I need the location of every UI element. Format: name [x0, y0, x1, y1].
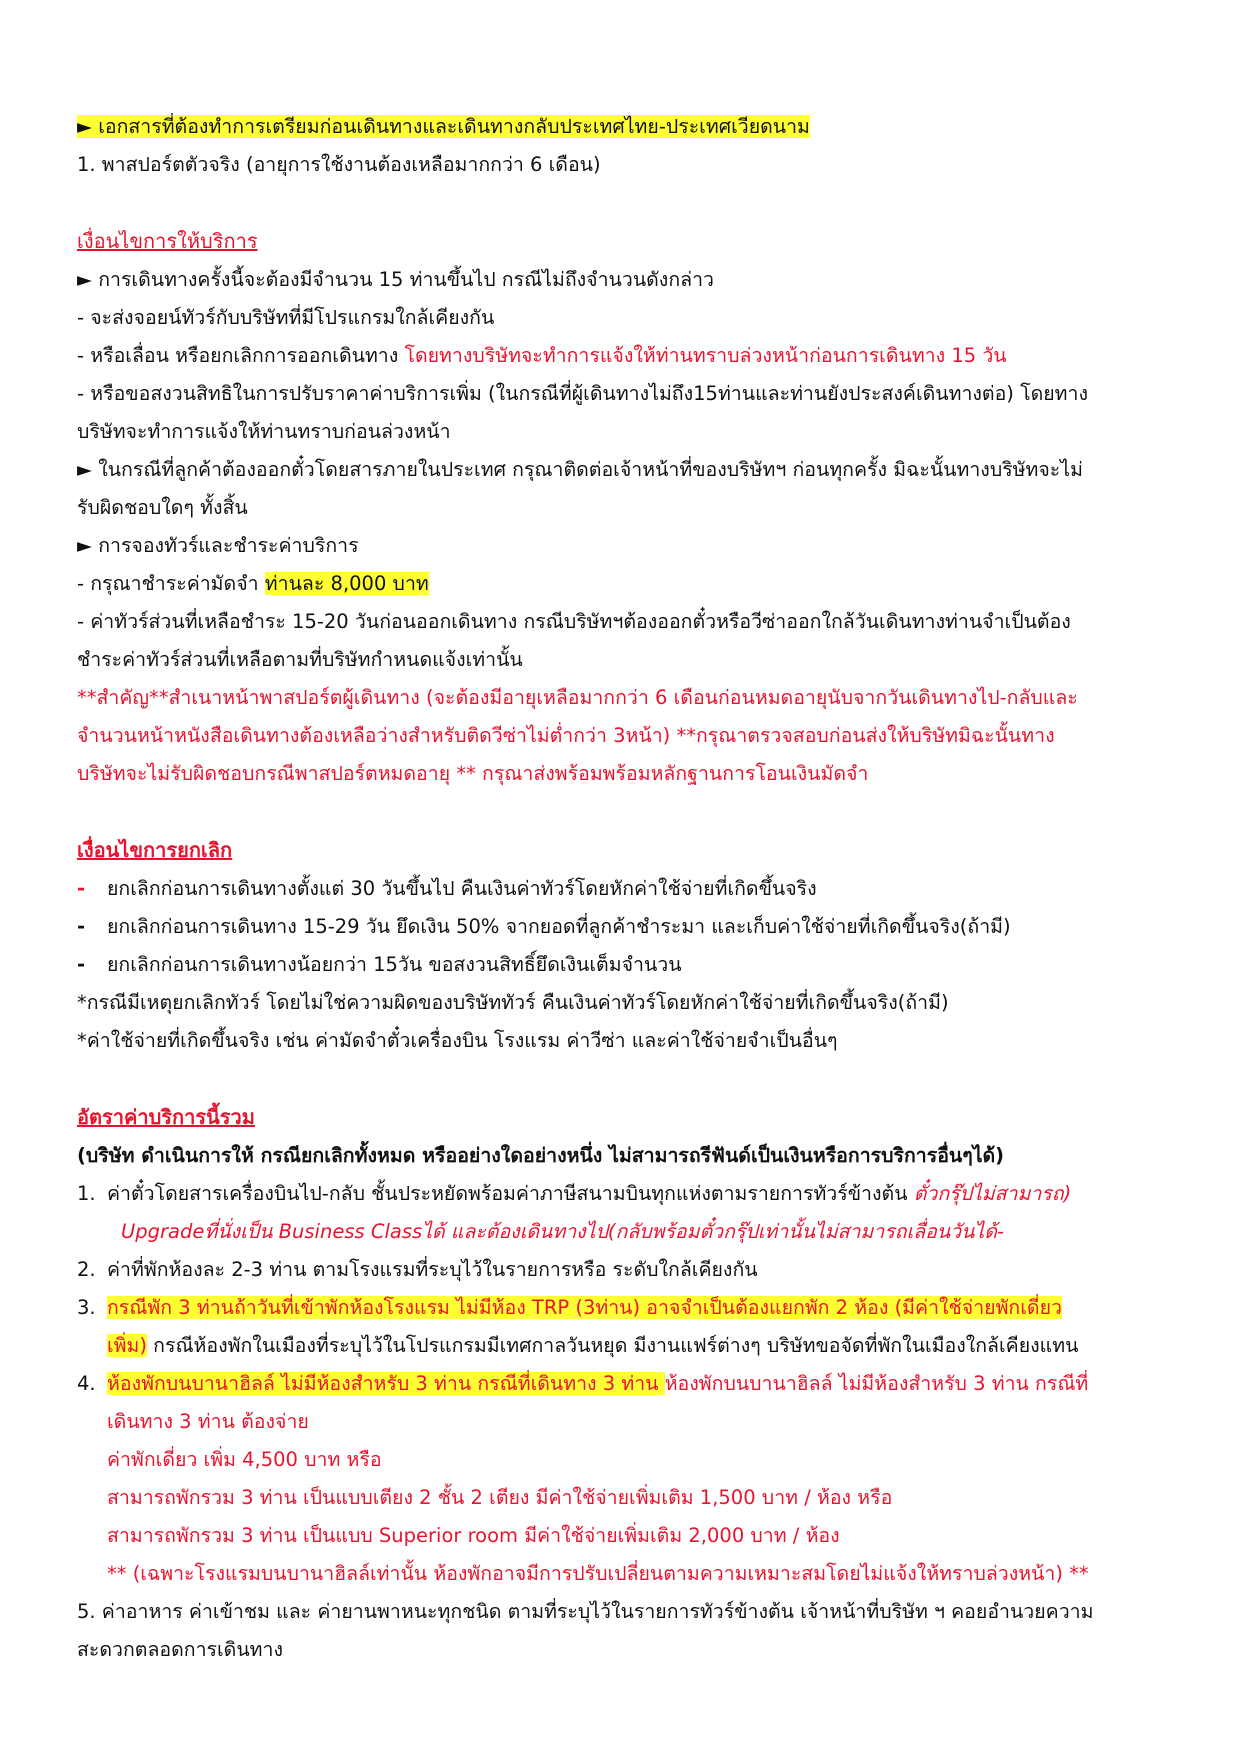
important-note-line: จำนวนหน้าหนังสือเดินทางต้องเหลือว่างสำหรับติดวีซ่าไม่ต่ำกว่า 3หน้า) **กรุณาตรวจสอบก่อนส่งให้บริษัทมิฉะนั้นทาง	[77, 724, 1055, 747]
service-terms-line	[77, 565, 1137, 603]
service-terms-line: ► ในกรณีที่ลูกค้าต้องออกตั๋วโดยสารภายในประเทศ กรุณาติดต่อเจ้าหน้าที่ของบริษัทฯ ก่อนทุกครั้ง มิฉะนั้นทางบริษัทจะไม่	[77, 458, 1083, 481]
included-item-4-cont: ** (เฉพาะโรงแรมบนบานาฮิลล์เท่านั้น ห้องพักอาจมีการปรับเปลี่ยนตามความเหมาะสมโดยไม่แจ้งให้ทราบล่วงหน้า) **	[107, 1562, 1089, 1585]
important-note-line: **สำคัญ**สำเนาหน้าพาสปอร์ตผู้เดินทาง (จะต้องมีอายุเหลือมากกว่า 6 เดือนก่อนหมดอายุนับจากวันเดินทางไป-กลับและ	[77, 686, 1078, 709]
included-subheading: (บริษัท ดำเนินการให้ กรณียกเลิกทั้งหมด หรืออย่างใดอย่างหนึ่ง ไม่สามารถรีฟันด์เป็นเงินหรือการบริการอื่นๆได้)	[77, 1144, 1005, 1167]
dash-bullet-icon: -	[77, 915, 86, 938]
included-heading: อัตราค่าบริการนี้รวม	[77, 1105, 255, 1129]
service-terms-heading: เงื่อนไขการให้บริการ	[77, 229, 258, 253]
service-terms-line: - ค่าทัวร์ส่วนที่เหลือชำระ 15-20 วันก่อนออกเดินทาง กรณีบริษัทฯต้องออกตั๋วหรือวีซ่าออกใกล้วันเดินทางท่านจำเป็นต้อง	[77, 610, 1071, 633]
cancellation-note: *ค่าใช้จ่ายที่เกิดขึ้นจริง เช่น ค่ามัดจำตั๋วเครื่องบิน โรงแรม ค่าวีซ่า และค่าใช้จ่ายจำเป็นอื่นๆ	[77, 1029, 838, 1052]
included-item-5-cont: สะดวกตลอดการเดินทาง	[77, 1638, 283, 1661]
important-note-line: บริษัทจะไม่รับผิดชอบกรณีพาสปอร์ตหมดอายุ ** กรุณาส่งพร้อมพร้อมหลักฐานการโอนเงินมัดจำ	[77, 762, 869, 785]
service-terms-line: ► การจองทัวร์และชำระค่าบริการ	[77, 534, 359, 557]
included-item-2: 2. ค่าที่พักห้องละ 2-3 ท่าน ตามโรงแรมที่ระบุไว้ในรายการหรือ ระดับใกล้เคียงกัน	[77, 1258, 758, 1281]
included-item-4-cont: ค่าพักเดี่ยว เพิ่ม 4,500 บาท หรือ	[107, 1448, 382, 1471]
included-item-4-cont: เดินทาง 3 ท่าน ต้องจ่าย	[107, 1410, 309, 1433]
included-item-1: 1. ค่าตั๋วโดยสารเครื่องบินไป-กลับ ชั้นประหยัดพร้อมค่าภาษีสนามบินทุกแห่งตามรายการทัวร์ข้างต้น ตั๋วกรุ๊ปไม่สามารถ)	[77, 1182, 1072, 1205]
included-item-4-cont: สามารถพักรวม 3 ท่าน เป็นแบบเตียง 2 ชั้น 2 เตียง มีค่าใช้จ่ายเพิ่มเติม 1,500 บาท / ห้อง หรือ	[107, 1486, 893, 1509]
cancellation-item: - ยกเลิกก่อนการเดินทางน้อยกว่า 15วัน ขอสงวนสิทธิ์ยึดเงินเต็มจำนวน	[77, 946, 1137, 984]
deposit-text: - กรุณาชำระค่ามัดจำ	[77, 572, 265, 595]
dash-bullet-icon: -	[77, 877, 86, 900]
included-item-5: 5. ค่าอาหาร ค่าเข้าชม และ ค่ายานพาหนะทุกชนิด ตามที่ระบุไว้ในรายการทัวร์ข้างต้น เจ้าหน้าที่บริษัท ฯ คอยอำนวยความ	[77, 1600, 1094, 1623]
included-item-3: 3. กรณีพัก 3 ท่านถ้าวันที่เข้าพักห้องโรงแรม ไม่มีห้อง TRP (3ท่าน) อาจจำเป็นต้องแยกพัก 2 ห้อง (มีค่าใช้จ่ายพักเดี่ยว	[77, 1296, 1062, 1319]
service-terms-line: บริษัทจะทำการแจ้งให้ท่านทราบก่อนล่วงหน้า	[77, 420, 451, 443]
cancellation-heading: เงื่อนไขการยกเลิก	[77, 838, 233, 862]
service-terms-line: ชำระค่าทัวร์ส่วนที่เหลือตามที่บริษัทกำหนดแจ้งเท่านั้น	[77, 648, 523, 671]
included-item-3-cont: เพิ่ม) กรณีห้องพักในเมืองที่ระบุไว้ในโปรแกรมมีเทศกาลวันหยุด มีงานแฟร์ต่างๆ บริษัทขอจัดที่พักในเมืองใกล้เคียงแทน	[107, 1334, 1079, 1357]
included-item-1-cont: Upgradeที่นั่งเป็น Business Classได้ และต้องเดินทางไป(กลับพร้อมตั๋วกรุ๊ปเท่านั้นไม่สามารถเลื่อนวันได้-	[121, 1220, 1004, 1243]
notice-15-days: โดยทางบริษัทจะทำการแจ้งให้ท่านทราบล่วงหน้าก่อนการเดินทาง 15 วัน	[404, 344, 1007, 367]
documents-item-1: 1. พาสปอร์ตตัวจริง (อายุการใช้งานต้องเหลือมากกว่า 6 เดือน)	[77, 153, 601, 176]
document-page	[77, 108, 1137, 1669]
service-terms-line: - จะส่งจอยน์ทัวร์กับบริษัทที่มีโปรแกรมใกล้เคียงกัน	[77, 306, 495, 329]
cancellation-item: - ยกเลิกก่อนการเดินทาง 15-29 วัน ยึดเงิน 50% จากยอดที่ลูกค้าชำระมา และเก็บค่าใช้จ่ายที่เกิดขึ้นจริง(ถ้ามี)	[77, 908, 1137, 946]
documents-section	[77, 108, 1137, 146]
service-terms-line	[77, 337, 1137, 375]
service-terms-line: - หรือขอสงวนสิทธิในการปรับราคาค่าบริการเพิ่ม (ในกรณีที่ผู้เดินทางไม่ถึง15ท่านและท่านยังประสงค์เดินทางต่อ) โดยทาง	[77, 382, 1089, 405]
service-terms-text: - หรือเลื่อน หรือยกเลิกการออกเดินทาง	[77, 344, 405, 367]
service-terms-line: รับผิดชอบใดๆ ทั้งสิ้น	[77, 496, 248, 519]
documents-heading: ► เอกสารที่ต้องทำการเตรียมก่อนเดินทางและเดินทางกลับประเทศไทย-ประเทศเวียดนาม	[77, 115, 810, 138]
service-terms-line: ► การเดินทางครั้งนี้จะต้องมีจำนวน 15 ท่านขึ้นไป กรณีไม่ถึงจำนวนดังกล่าว	[77, 268, 714, 291]
included-item-4-cont: สามารถพักรวม 3 ท่าน เป็นแบบ Superior room มีค่าใช้จ่ายเพิ่มเติม 2,000 บาท / ห้อง	[107, 1524, 840, 1547]
cancellation-note: *กรณีมีเหตุยกเลิกทัวร์ โดยไม่ใช่ความผิดของบริษัททัวร์ คืนเงินค่าทัวร์โดยหักค่าใช้จ่ายที่เกิดขึ้นจริง(ถ้ามี)	[77, 991, 949, 1014]
cancellation-item: - ยกเลิกก่อนการเดินทางตั้งแต่ 30 วันขึ้นไป คืนเงินค่าทัวร์โดยหักค่าใช้จ่ายที่เกิดขึ้นจริง	[77, 870, 1137, 908]
deposit-amount: ท่านละ 8,000 บาท	[264, 572, 429, 595]
included-item-4: 4. ห้องพักบนบานาฮิลล์ ไม่มีห้องสำหรับ 3 ท่าน กรณีที่เดินทาง 3 ท่าน ห้องพักบนบานาฮิลล์ ไม่มีห้องสำหรับ 3 ท่าน กรณีที่	[77, 1372, 1089, 1395]
dash-bullet-icon: -	[77, 953, 86, 976]
